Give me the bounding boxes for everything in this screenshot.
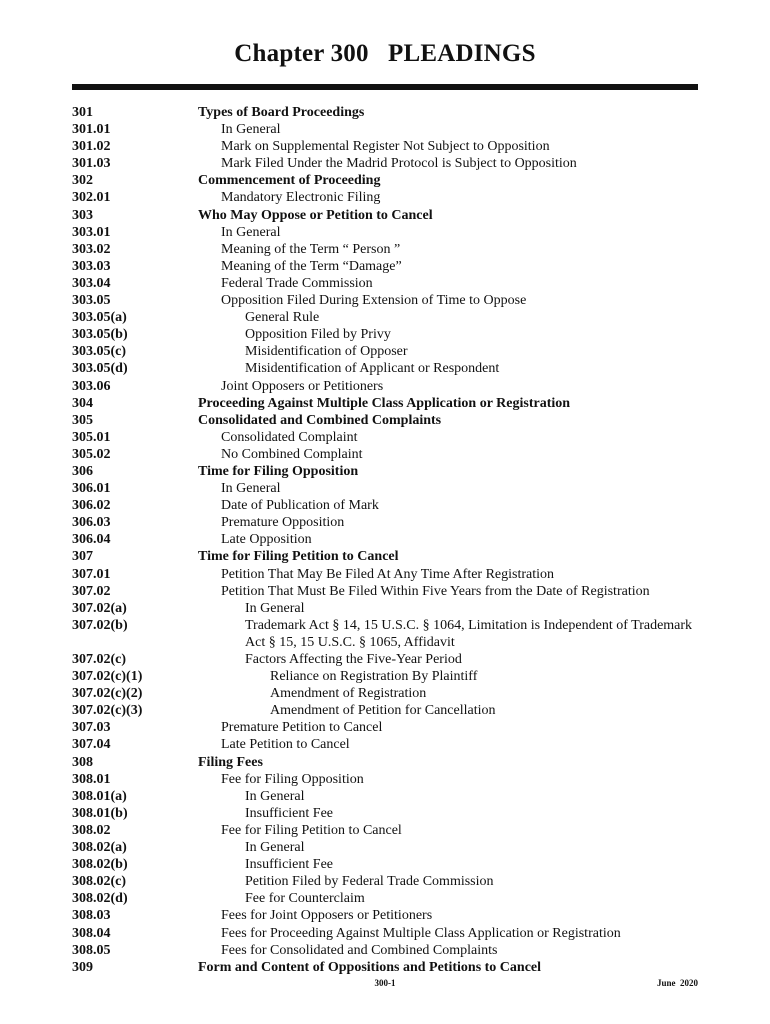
section-number: 303.02 (72, 241, 111, 257)
section-number: 307.02(a) (72, 600, 127, 616)
toc-entry (72, 378, 702, 395)
toc-entry (72, 822, 702, 839)
title-rule (72, 84, 698, 90)
section-title: Meaning of the Term “ Person ” (221, 241, 401, 257)
section-number: 308.02 (72, 822, 111, 838)
section-title: Types of Board Proceedings (198, 105, 365, 120)
section-number: 305.02 (72, 446, 111, 462)
section-number: 307.02(c)(2) (72, 686, 143, 702)
section-number: 307.02(c)(1) (72, 669, 143, 685)
section-number: 303 (72, 207, 93, 223)
section-title: Fee for Filing Opposition (221, 771, 364, 787)
toc-entry (72, 343, 702, 360)
toc-entry (72, 531, 702, 548)
section-title: In General (245, 600, 305, 616)
toc-entry (72, 668, 702, 685)
section-number: 304 (72, 395, 93, 411)
section-number: 303.03 (72, 258, 111, 274)
section-title: Fees for Joint Opposers or Petitioners (221, 908, 433, 924)
toc-entry (72, 942, 702, 959)
section-title: Commencement of Proceeding (198, 173, 381, 189)
section-title: Premature Petition to Cancel (221, 720, 383, 736)
section-title: Fee for Counterclaim (245, 891, 365, 907)
toc-entry (72, 651, 702, 668)
section-title: Opposition Filed During Extension of Time to Oppose (221, 293, 527, 309)
section-title: Meaning of the Term “Damage” (221, 258, 402, 274)
toc-entry (72, 497, 702, 514)
toc-entry (72, 155, 702, 172)
section-number: 308.01(a) (72, 788, 127, 804)
section-number: 308.03 (72, 908, 111, 924)
toc-entry (72, 959, 702, 976)
section-number: 307.02(b) (72, 617, 128, 633)
section-title: No Combined Complaint (221, 446, 363, 462)
toc-entry (72, 224, 702, 241)
toc-entry (72, 617, 702, 651)
section-number: 303.05(b) (72, 327, 128, 343)
section-title: Petition Filed by Federal Trade Commission (245, 874, 494, 890)
toc-entry (72, 771, 702, 788)
toc-entry (72, 207, 702, 224)
section-number: 308.02(c) (72, 874, 127, 890)
section-title: Consolidated and Combined Complaints (198, 412, 442, 428)
toc-entry (72, 121, 702, 138)
toc-entry (72, 241, 702, 258)
toc-entry (72, 446, 702, 463)
section-number: 306.02 (72, 498, 111, 514)
toc-entry (72, 275, 702, 292)
toc-entry (72, 702, 702, 719)
toc-entry (72, 172, 702, 189)
section-title: In General (221, 224, 281, 240)
section-title: Consolidated Complaint (221, 429, 358, 445)
section-title: Misidentification of Applicant or Respondent (245, 361, 500, 377)
section-title: Petition That Must Be Filed Within Five Years from the Date of Registration (221, 583, 650, 599)
section-title: Proceeding Against Multiple Class Application or Registration (198, 395, 571, 411)
section-number: 303.06 (72, 378, 111, 394)
section-number: 306 (72, 463, 93, 479)
toc-entry (72, 583, 702, 600)
toc-entry (72, 258, 702, 275)
toc-entry (72, 104, 702, 121)
toc-entry (72, 309, 702, 326)
toc-entry (72, 805, 702, 822)
section-title: Trademark Act § 14, 15 U.S.C. § 1064, Limitation is Independent of Trademark Act § 15, 15 U.S.C. § 1065, Affidavit (245, 617, 693, 650)
section-title: Time for Filing Opposition (198, 463, 359, 479)
toc-entry (72, 754, 702, 771)
section-number: 303.05 (72, 293, 111, 309)
section-number: 307.02(c)(3) (72, 703, 143, 719)
toc-entry (72, 925, 702, 942)
toc-entry (72, 326, 702, 343)
toc-entry (72, 189, 702, 206)
section-number: 303.01 (72, 224, 111, 240)
section-title: Mark on Supplemental Register Not Subject to Opposition (221, 139, 550, 155)
section-number: 306.04 (72, 532, 111, 548)
section-number: 309 (72, 959, 93, 975)
toc-entry (72, 566, 702, 583)
toc-entry (72, 788, 702, 805)
section-number: 308.05 (72, 942, 111, 958)
section-title: Filing Fees (198, 754, 263, 770)
section-title: Amendment of Registration (270, 686, 427, 702)
section-number: 301.01 (72, 122, 111, 138)
section-title: Opposition Filed by Privy (245, 327, 391, 343)
toc-entry (72, 138, 702, 155)
section-title: Factors Affecting the Five-Year Period (245, 652, 462, 667)
section-title: In General (221, 122, 281, 138)
toc-entry (72, 463, 702, 480)
section-number: 307 (72, 549, 93, 565)
section-title: Insufficient Fee (245, 805, 333, 821)
toc-entry (72, 873, 702, 890)
section-number: 307.02 (72, 583, 111, 599)
toc-entry (72, 839, 702, 856)
section-title: In General (221, 481, 281, 497)
section-title: Amendment of Petition for Cancellation (270, 703, 496, 719)
section-title: In General (245, 788, 305, 804)
section-number: 308.02(a) (72, 840, 127, 856)
section-number: 308 (72, 754, 93, 770)
section-number: 305.01 (72, 429, 111, 445)
section-title: Reliance on Registration By Plaintiff (270, 669, 478, 685)
section-number: 301.02 (72, 139, 111, 155)
section-number: 307.03 (72, 720, 111, 736)
toc-entry (72, 685, 702, 702)
section-number: 307.02(c) (72, 652, 127, 667)
toc-entry (72, 600, 702, 617)
section-number: 308.01 (72, 771, 111, 787)
section-title: General Rule (245, 310, 320, 326)
section-number: 302.01 (72, 190, 111, 206)
section-number: 305 (72, 412, 93, 428)
section-title: Mandatory Electronic Filing (221, 190, 381, 206)
section-number: 308.01(b) (72, 805, 128, 821)
section-number: 301.03 (72, 156, 111, 172)
section-title: Petition That May Be Filed At Any Time After Registration (221, 566, 555, 582)
section-number: 308.04 (72, 925, 111, 941)
table-of-contents (72, 104, 702, 976)
section-title: Fees for Consolidated and Combined Complaints (221, 942, 498, 958)
section-number: 303.05(a) (72, 310, 127, 326)
page-title: Chapter 300 PLEADINGS (234, 40, 536, 67)
section-number: 306.01 (72, 481, 111, 497)
toc-entry (72, 360, 702, 377)
toc-entry (72, 548, 702, 565)
section-number: 308.02(d) (72, 891, 128, 907)
section-number: 303.04 (72, 275, 111, 291)
toc-entry (72, 412, 702, 429)
section-title: Mark Filed Under the Madrid Protocol is Subject to Opposition (221, 156, 577, 172)
toc-entry (72, 429, 702, 446)
section-number: 303.05(c) (72, 344, 127, 360)
toc-entry (72, 856, 702, 873)
section-title: Time for Filing Petition to Cancel (198, 549, 399, 565)
toc-entry (72, 890, 702, 907)
edition-date: June 2020 (656, 978, 698, 988)
section-title: Date of Publication of Mark (221, 498, 379, 514)
section-title: Late Petition to Cancel (221, 737, 350, 753)
toc-entry (72, 719, 702, 736)
section-number: 301 (72, 105, 93, 120)
section-number: 307.01 (72, 566, 111, 582)
toc-entry (72, 514, 702, 531)
toc-entry (72, 395, 702, 412)
section-number: 307.04 (72, 737, 111, 753)
section-title: Premature Opposition (221, 515, 345, 531)
section-title: Federal Trade Commission (221, 275, 373, 291)
section-title: Fees for Proceeding Against Multiple Class Application or Registration (221, 925, 621, 941)
toc-entry (72, 480, 702, 497)
section-number: 306.03 (72, 515, 111, 531)
toc-entry (72, 292, 702, 309)
section-title: Insufficient Fee (245, 857, 333, 873)
toc-entry (72, 736, 702, 753)
section-title: Form and Content of Oppositions and Petitions to Cancel (198, 959, 542, 975)
section-title: In General (245, 840, 305, 856)
section-title: Who May Oppose or Petition to Cancel (198, 207, 433, 223)
section-title: Fee for Filing Petition to Cancel (221, 822, 402, 838)
toc-entry (72, 907, 702, 924)
section-title: Joint Opposers or Petitioners (221, 378, 384, 394)
section-number: 308.02(b) (72, 857, 128, 873)
page-number: 300-1 (374, 978, 396, 988)
section-title: Late Opposition (221, 532, 312, 548)
section-number: 302 (72, 173, 93, 189)
section-number: 303.05(d) (72, 361, 128, 377)
section-title: Misidentification of Opposer (245, 344, 408, 360)
